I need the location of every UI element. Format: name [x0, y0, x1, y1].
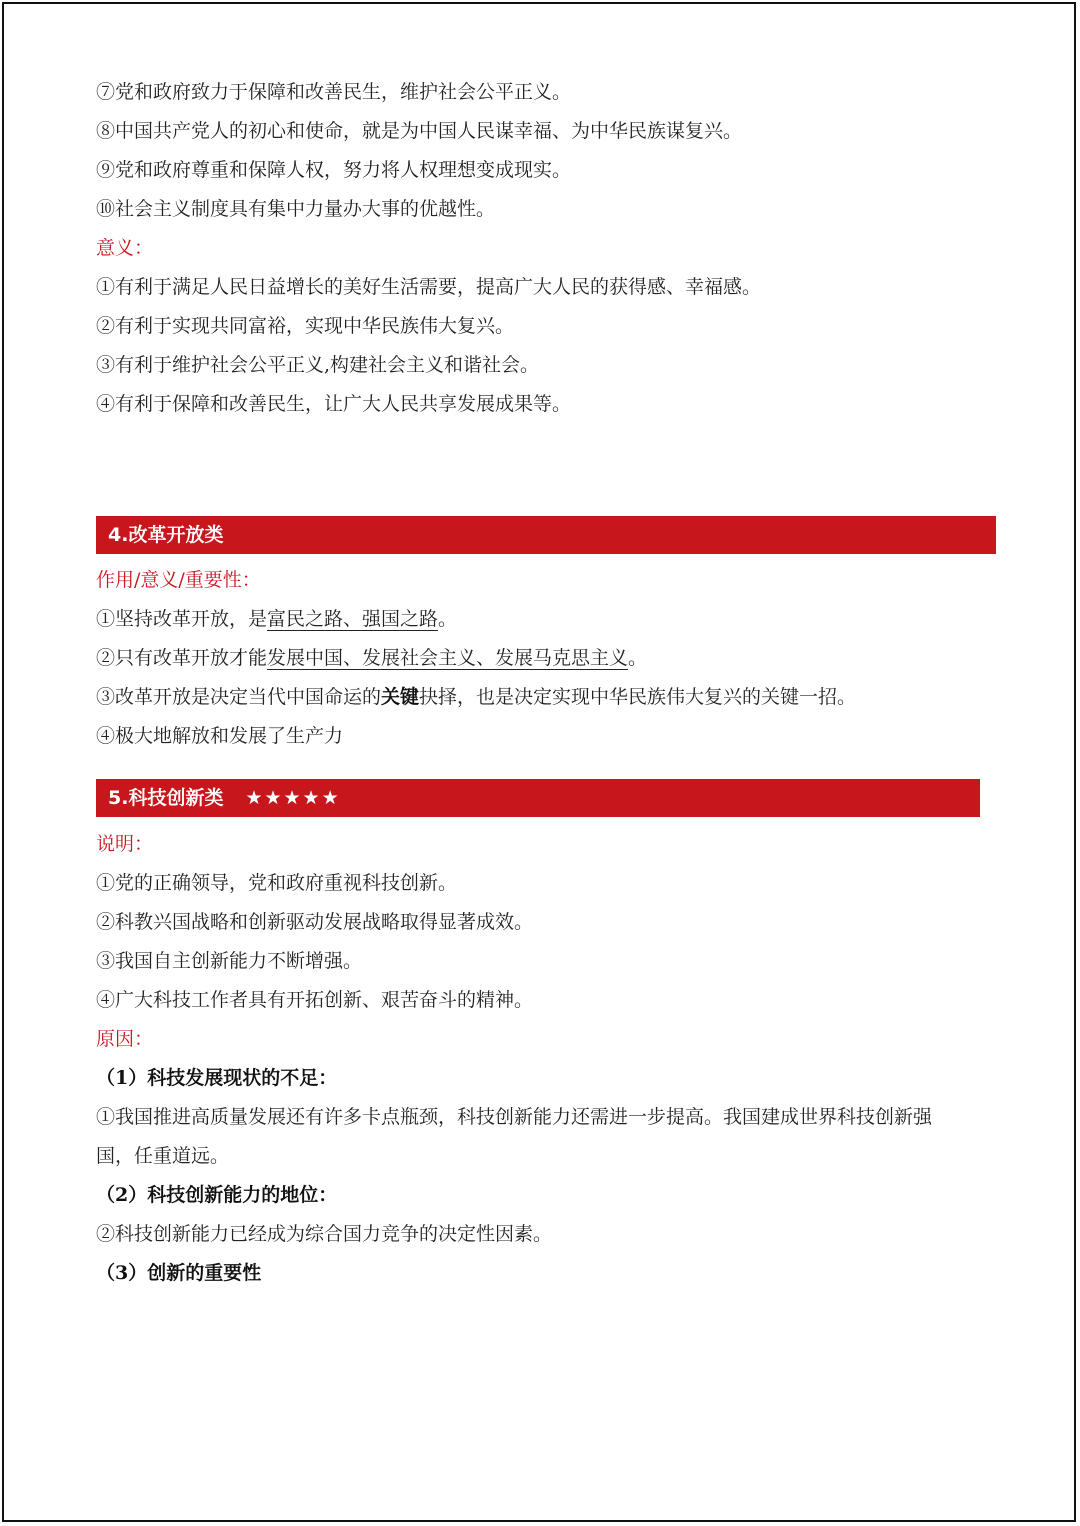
reason-label: 原因：: [96, 1028, 154, 1050]
explain-item-4: ④广大科技工作者具有开拓创新、艰苦奋斗的精神。: [96, 989, 534, 1011]
section-4-item-1: [96, 607, 457, 631]
reason-item-2: ②科技创新能力已经成为综合国力竞争的决定性因素。: [96, 1223, 553, 1245]
item-2-underlined: 发展中国、发展社会主义、发展马克思主义: [267, 647, 629, 669]
item-7: ⑦党和政府致力于保障和改善民生，维护社会公平正义。: [96, 81, 572, 103]
item-1-prefix: ①坚持改革开放，是: [96, 608, 268, 630]
page-border: [2, 2, 1076, 1522]
significance-label: 意义：: [96, 237, 154, 259]
section-4-item-2: [96, 646, 647, 670]
item-1-suffix: 。: [438, 608, 458, 630]
section-5-banner: [96, 779, 980, 817]
significance-item-4: ④有利于保障和改善民生，让广大人民共享发展成果等。: [96, 393, 572, 415]
reason-subheading-3: （3）创新的重要性: [96, 1262, 262, 1284]
reason-item-1-line-2: 国，任重道远。: [96, 1145, 230, 1167]
item-2-suffix: 。: [628, 647, 648, 669]
section-4-item-4: ④极大地解放和发展了生产力: [96, 725, 344, 747]
item-10: ⑩社会主义制度具有集中力量办大事的优越性。: [96, 198, 496, 220]
item-3-bold: 关键: [381, 686, 420, 708]
item-1-underlined: 富民之路、强国之路: [267, 608, 439, 630]
significance-item-1: ①有利于满足人民日益增长的美好生活需要，提高广大人民的获得感、幸福感。: [96, 276, 762, 298]
reason-item-1-line-1: ①我国推进高质量发展还有许多卡点瓶颈，科技创新能力还需进一步提高。我国建成世界科技创新强: [96, 1106, 933, 1128]
explain-item-2: ②科教兴国战略和创新驱动发展战略取得显著成效。: [96, 911, 534, 933]
section-4-item-3: [96, 685, 856, 709]
explain-item-3: ③我国自主创新能力不断增强。: [96, 950, 363, 972]
item-2-prefix: ②只有改革开放才能: [96, 647, 268, 669]
reason-subheading-1: （1）科技发展现状的不足：: [96, 1067, 338, 1089]
section-4-banner: [96, 516, 996, 554]
star-rating-icon: ★★★★★: [245, 787, 341, 809]
section-4-title: 4.改革开放类: [108, 524, 224, 546]
significance-item-3: ③有利于维护社会公平正义,构建社会主义和谐社会。: [96, 354, 540, 376]
item-3-prefix: ③改革开放是决定当代中国命运的: [96, 686, 382, 708]
section-5-title: 5.科技创新类: [108, 787, 224, 809]
section-4-label: 作用/意义/重要性：: [96, 569, 261, 591]
explain-item-1: ①党的正确领导，党和政府重视科技创新。: [96, 872, 458, 894]
item-3-suffix: 抉择，也是决定实现中华民族伟大复兴的关键一招。: [419, 686, 857, 708]
reason-subheading-2: （2）科技创新能力的地位：: [96, 1184, 338, 1206]
item-8: ⑧中国共产党人的初心和使命，就是为中国人民谋幸福、为中华民族谋复兴。: [96, 120, 743, 142]
significance-item-2: ②有利于实现共同富裕，实现中华民族伟大复兴。: [96, 315, 515, 337]
item-9: ⑨党和政府尊重和保障人权，努力将人权理想变成现实。: [96, 159, 572, 181]
explain-label: 说明：: [96, 833, 154, 855]
